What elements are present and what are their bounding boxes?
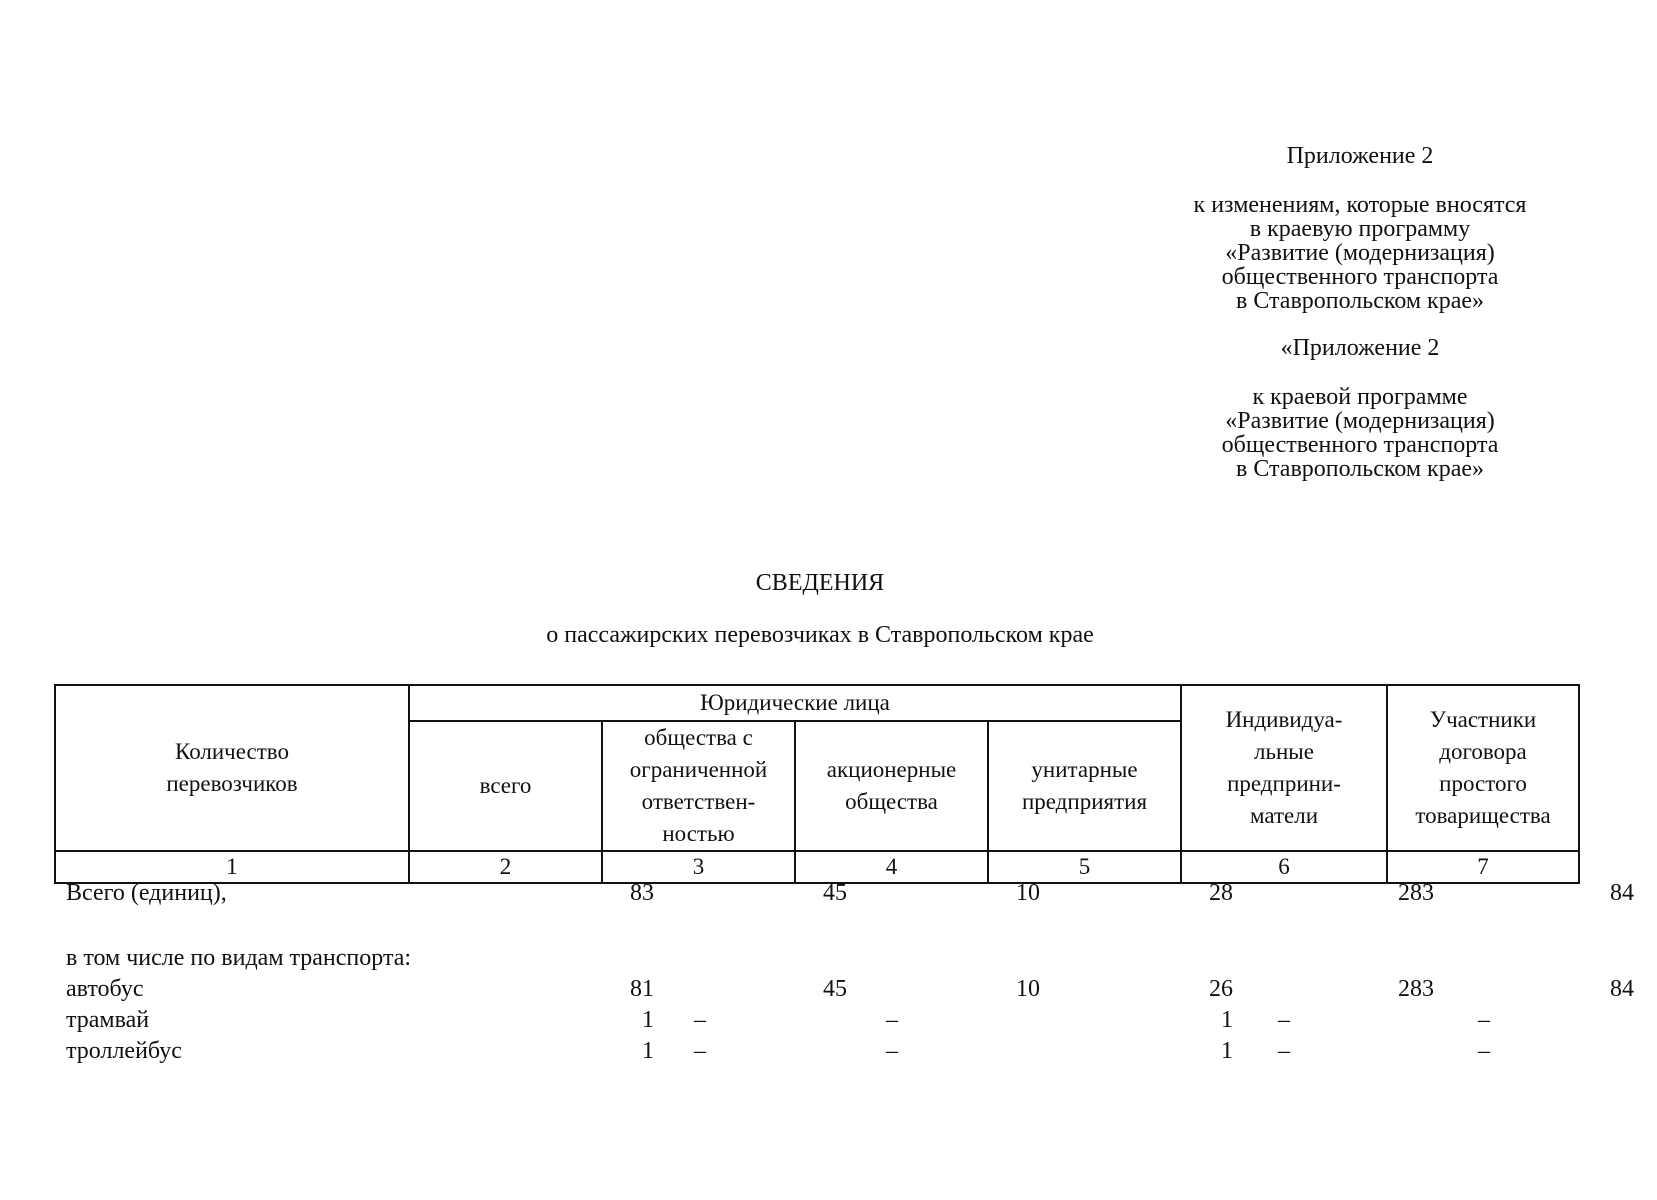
header-quantity bbox=[55, 685, 409, 851]
row-tram bbox=[54, 1007, 1594, 1038]
column-number: 7 bbox=[1387, 851, 1579, 883]
document-title: СВЕДЕНИЯ bbox=[755, 570, 885, 596]
appendix-body-2-line: общественного транспорта bbox=[1221, 432, 1499, 458]
appendix-body bbox=[1150, 193, 1570, 313]
value-cell: – bbox=[886, 1007, 898, 1033]
header-jsc-line: акционерные bbox=[826, 757, 957, 782]
row-total bbox=[54, 880, 1634, 911]
row-including-label bbox=[54, 945, 1594, 976]
header-partnership-participants bbox=[1387, 685, 1579, 851]
column-number: 6 bbox=[1181, 851, 1387, 883]
appendix-body-line: в Ставропольском крае» bbox=[1235, 288, 1485, 314]
header-quantity-line: Количество bbox=[175, 739, 289, 764]
appendix-title bbox=[1150, 144, 1570, 168]
value-cell: 45 bbox=[823, 976, 847, 1002]
appendix-body-2-line: к краевой программе bbox=[1252, 384, 1468, 410]
value-cell: 1 bbox=[1221, 1038, 1233, 1064]
appendix-body-2 bbox=[1150, 385, 1570, 481]
value-cell: 26 bbox=[1209, 976, 1233, 1002]
header-llc bbox=[602, 721, 795, 851]
appendix-title-2-text: «Приложение 2 bbox=[1280, 335, 1440, 361]
value-cell: – bbox=[1478, 1038, 1490, 1064]
row-label: в том числе по видам транспорта: bbox=[66, 945, 412, 971]
header-llc-line: общества с bbox=[644, 725, 753, 750]
header-quantity-line: перевозчиков bbox=[166, 771, 298, 796]
value-cell: 81 bbox=[630, 976, 654, 1002]
header-jsc bbox=[795, 721, 988, 851]
row-label: автобус bbox=[66, 976, 144, 1002]
column-number: 4 bbox=[795, 851, 988, 883]
column-number: 5 bbox=[988, 851, 1181, 883]
row-label: троллейбус bbox=[66, 1038, 182, 1064]
header-individual-line: матели bbox=[1249, 803, 1319, 828]
document-subtitle: о пассажирских перевозчиках в Ставропольском крае bbox=[546, 622, 1094, 648]
appendix-title-2 bbox=[1150, 336, 1570, 360]
header-individual-entrepreneurs bbox=[1181, 685, 1387, 851]
value-cell: 83 bbox=[630, 880, 654, 906]
appendix-body-line: общественного транспорта bbox=[1221, 264, 1499, 290]
header-individual-line: Индивидуа- bbox=[1225, 707, 1343, 732]
appendix-body-2-line: в Ставропольском крае» bbox=[1235, 456, 1485, 482]
header-individual-line: предприни- bbox=[1227, 771, 1341, 796]
header-partnership-line: товарищества bbox=[1415, 803, 1551, 828]
value-cell: – bbox=[886, 1038, 898, 1064]
value-cell: 84 bbox=[1610, 976, 1634, 1002]
header-partnership-line: договора bbox=[1439, 739, 1527, 764]
value-cell: 1 bbox=[642, 1038, 654, 1064]
value-cell: 1 bbox=[642, 1007, 654, 1033]
row-label: Всего (единиц), bbox=[66, 880, 227, 906]
header-llc-line: ответствен- bbox=[641, 789, 756, 814]
header-partnership-line: Участники bbox=[1429, 707, 1537, 732]
header-unitary bbox=[988, 721, 1181, 851]
value-cell: 283 bbox=[1398, 880, 1434, 906]
column-number: 1 bbox=[55, 851, 409, 883]
header-jsc-line: общества bbox=[845, 789, 938, 814]
appendix-body-line: «Развитие (модернизация) bbox=[1225, 240, 1495, 266]
value-cell: – bbox=[1278, 1007, 1290, 1033]
value-cell: 10 bbox=[1016, 976, 1040, 1002]
row-trolleybus bbox=[54, 1038, 1594, 1069]
appendix-body-line: к изменениям, которые вносятся bbox=[1193, 192, 1527, 218]
appendix-body-2-line: «Развитие (модернизация) bbox=[1225, 408, 1495, 434]
header-partnership-line: простого bbox=[1439, 771, 1527, 796]
header-unitary-line: унитарные bbox=[1031, 757, 1138, 782]
value-cell: 84 bbox=[1610, 880, 1634, 906]
value-cell: 10 bbox=[1016, 880, 1040, 906]
value-cell: – bbox=[694, 1007, 706, 1033]
appendix-title-text: Приложение 2 bbox=[1286, 143, 1434, 169]
value-cell: – bbox=[694, 1038, 706, 1064]
header-llc-line: ностью bbox=[662, 821, 735, 846]
header-legal-total: всего bbox=[409, 721, 602, 851]
header-individual-line: льные bbox=[1254, 739, 1314, 764]
column-number: 3 bbox=[602, 851, 795, 883]
header-legal-entities: Юридические лица bbox=[409, 685, 1181, 721]
value-cell: 283 bbox=[1398, 976, 1434, 1002]
row-label: трамвай bbox=[66, 1007, 150, 1033]
header-unitary-line: предприятия bbox=[1021, 789, 1148, 814]
value-cell: 45 bbox=[823, 880, 847, 906]
carriers-data bbox=[54, 880, 1634, 1069]
value-cell: – bbox=[1478, 1007, 1490, 1033]
row-bus bbox=[54, 976, 1634, 1007]
value-cell: 28 bbox=[1209, 880, 1233, 906]
value-cell: 1 bbox=[1221, 1007, 1233, 1033]
value-cell: – bbox=[1278, 1038, 1290, 1064]
column-number: 2 bbox=[409, 851, 602, 883]
carriers-table-header bbox=[54, 684, 1580, 884]
appendix-body-line: в краевую программу bbox=[1249, 216, 1471, 242]
header-llc-line: ограниченной bbox=[629, 757, 768, 782]
